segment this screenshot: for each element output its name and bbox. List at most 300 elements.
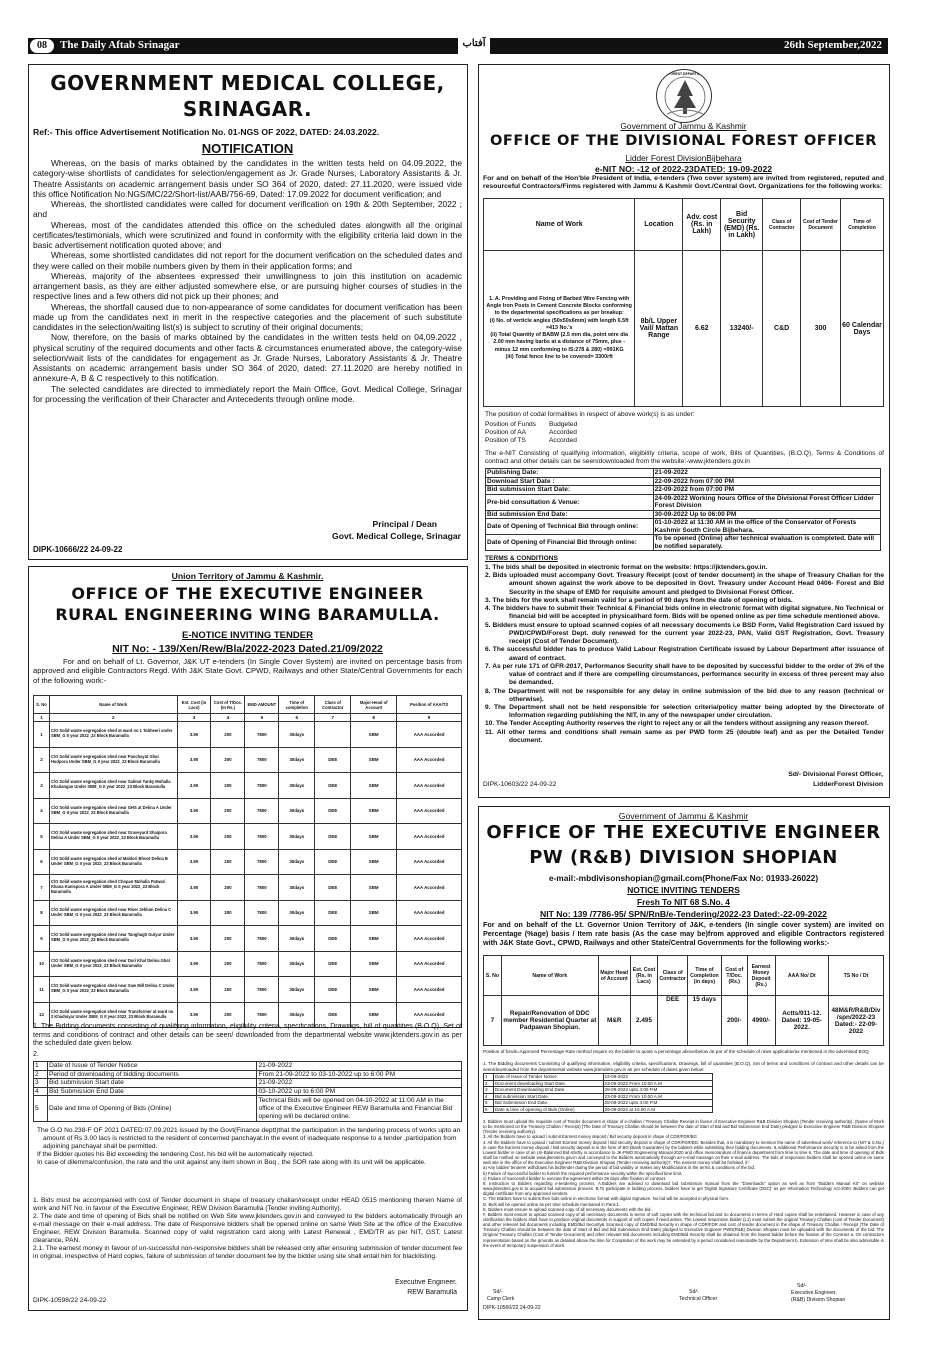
rew-cell-w: C/O Solid waste segregation shed near Tanghagh Gutyar Under SBM_G II year 2022_23 Block Baramulla (49, 926, 177, 952)
table-row (34, 900, 462, 926)
gmc-dipk: DIPK-10666/22 24-09-22 (33, 545, 123, 554)
pwd-row-ts: 48M&R/R&B/Div /spn/2022-23 Dated:- 22-09-2022 (829, 996, 884, 1046)
gmc-signatory-title: Principal / Dean (372, 519, 437, 529)
forest-dipk: DIPK-10603/22 24-09-22 (483, 781, 557, 788)
table-row (484, 1106, 713, 1113)
rew-cell-k: DEE (315, 951, 351, 977)
forest-title: OFFICE OF THE DIVISIONAL FOREST OFFICER (489, 132, 878, 149)
newspaper-logo: آفتاب (458, 38, 490, 54)
pwd-date-value: 23-09-2022 From 10.00 A.M (603, 1093, 712, 1100)
rew-cell-a: AAA Accorded (397, 951, 462, 977)
rew-header-cell: EMD AMOUNT (245, 696, 279, 714)
pwd-header-cell: Cost of T/Doc. (Rs.) (721, 956, 747, 996)
forest-terms-heading: TERMS & CONDITIONS (485, 555, 558, 562)
forest-date-label: Bid submission End Date: (486, 510, 654, 519)
pwd-date-label: Document Downloading End Date. (493, 1087, 603, 1094)
rew-cell-e: 7800 (245, 926, 279, 952)
pwd-email: e-mail:-mbdivisonshopian@gmail.com(Phone/Fax No: 01933-26022) (548, 873, 819, 883)
pwd-date-number: 2 (484, 1080, 494, 1087)
rew-cell-n: 9 (34, 926, 50, 952)
rew-cell-e: 7800 (245, 722, 279, 748)
forest-cost-cell: 6.62 (683, 251, 721, 407)
rew-cell-e: 7800 (245, 977, 279, 1003)
pwd-bidding-note: 1. The Bidding documents Consisting of qualifying information, eligibility criteria, specifications, Drawings, bill of quantities (B.O.Q), Set of terms and conditions of contract and other details can be seen/downloaded from the departmental website www.jktenders.gov.in as per schedule of dates given below: (483, 1061, 884, 1072)
forest-term: 11. All other terms and conditions shall remain same as per PWD form 25 (double leaf) and as per the Detailed Tender document. (485, 728, 884, 744)
forest-emd-cell: 13240/- (721, 251, 763, 407)
pwd-title-line1: OFFICE OF THE EXECUTIVE ENGINEER (486, 822, 881, 843)
rew-bullet: The G.O No.238-F OF 2021 DATED:07.09.2021 issued by the Govt(Finance deptt)that the participation in the tendering process of works upto an amount of Rs 3.00 lacs is restricted to the resident of concerned panchayat.In the event of inadequate response to a tender ,participation from adjoining panchayat shall be permitted. (37, 1127, 461, 1151)
pwd-date-number: 5 (484, 1100, 494, 1107)
rew-condition: 1. Bids must be accompanied with cost of Tender document in shape of treasury challan/receipt under HEAD 0515 mentioning therein Name of work and NIT No. in favour of the Executive Engineer, REW Division Baramulla (Tender inviting Authority). (33, 1197, 462, 1213)
rew-cell-n: 10 (34, 951, 50, 977)
rew-bullet: In case of dilemma/confusion, the rate and the unit against any item shown in Boq , the SOR rate along with its unit will be applicable. (37, 1159, 426, 1167)
forest-header-cell: Cost of Tender Document (801, 199, 841, 251)
table-row (486, 519, 881, 535)
rew-cell-e: 7800 (245, 951, 279, 977)
table-row (486, 469, 881, 478)
pwd-header-cell: Est. Cost (Rs. in Lacs) (630, 956, 658, 996)
rew-cell-a: AAA Accorded (397, 849, 462, 875)
pwd-body: 2. Bidders must upload the requisite cost of Tender document in shape of e-challan / Treasury Challan Receipt in favour of Executive Engineer R&B Division Shopian (Tender receiving authority). (Name of Work to be mentioned on the Treasury Challan / Receipt) (The Date of Treasury Challan should be between the date of Start of Bid and Bid Submission End Date) pledged to Executive Engineer R&B Division Shopian (Tender receiving authority). 3. All the Bidders have to upload / submit Earnest money deposit / Bid security deposit in shape of CDR/FDR/BG 4. All the Bidders have to upload / submit Earnest money deposit / Bid security deposit in shape of CDR/FDR/BG. Besides that, it is mandatory to mention the name of advertised work/ reference to (NIT & S.No.) in case the Earnest money deposit / Bid security deposit is in the form of BG (Bank Guarantee) by the bidders while submitting their bidding documents. 5.Additional Performance Security is to be asked from the Lowest bidder in case of an Un-Balanced Bid strictly in accordance to JK-PWD Engineering Manual-2020 and office memorandum of finance department from time to time 6. The date and time of opening of Bids shall be notified on website www.jktenders.gov.in and conveyed to the Bidders automatically through an e-mail message on their e-mail address. The bids of responsive bidders shall be opened online on same web site in the office of the Executive Engineer R&B Division Shopian (Tender receiving authority)7. The earnest money shall be forfeited, if:- a) Any bidder/ tenderer withdraws his bid/tender during the period of bid validity or makes any Modifications in the terms & conditions of the bid. b) Failure of Successful bidder to furnish the required performance security within the specified time limit. c) Failure of Successful bidder to execute the agreement within 28 days after fixation of contract. 8. Instruction to bidders regarding e-tendering process. A.Bidders are advised to download bid submission manual from the "Downloads" option as well as from "Bidders Manual Kit" on website www.jktenders.gov.in to acquaint bid submission process. B.To participate in bidding process, bidders have to get 'Digital Signature Certificate (DSC)' as per Information Technology Act-2000. Bidders can get digital certificate from any approved venders. C. The Bidders have to submit their bids online in electronic format with digital Signature. No bid will be accepted in physical form. D. Bids will be opened online as per time schedule mentioned in Para-1. E. Bidders must ensure to upload scanned copy of all necessary documents with the bid.. F. Bidders must ensure to upload scanned copy of all necessary documents in terms of soft copies with the technical bid and no documents in terms of Hard copies shall be entertained. However in case of any clarification the bidders shall have to produce original documents in support of soft copies if need arises. The Lowest responsive bidder (L1) must submit the original Treasury Challan (cost of Tender Document) and other relevant bid documents including EMD/Bid Security& Scanned copy of EMD/Bid Security in shape of CDR/FDR and cost of tender document in the shape of Treasury Challan / Receipt (The Date of Treasury Challan should be between the date of Start of Bid and Bid Submission End Date) pledged to Executive Engineer PWD(R&B) Division Shopian must be uploaded with the documents of the bid. The Original Treasury Challan (Cost of Tender Document) and other relevant Bid documents including EMD/Bid Security shall be obtained from the lowest bidder before the fixation of the Contract a. On contractors representation based on the grounds as detailed above the time for Completion of the work may be extended by a period considered reasonable by the Department b. Extension of time shall be also admissible in the event of temporary suspension of work. (483, 1119, 884, 1248)
forest-codal: The position of codal formalities in respect of above work(s) is as under: (485, 411, 695, 418)
gmc-para: Whereas, the shortfall caused due to non-appearance of some candidates for document verification has been made up from the candidates next in merit in the respective categories and the placement of such substitute candidates in the selection/waiting list(s) is subject to scrutiny of their original documents; (33, 301, 462, 332)
table-row (34, 798, 462, 824)
table-row (34, 1070, 462, 1079)
forest-class-cell: C&D (763, 251, 801, 407)
rew-date-number: 2 (34, 1070, 48, 1079)
rew-cell-a: AAA Accorded (397, 773, 462, 799)
pwd-row-cost: 2.495 (630, 996, 658, 1046)
table-row (34, 773, 462, 799)
forest-date-label: Download Start Date : (486, 477, 654, 486)
rew-cell-d: 200 (211, 900, 245, 926)
rew-column-number: 3 (177, 714, 211, 722)
rew-nit-number: NIT No: - 139/Xen/Rew/Bla/2022-2023 Dated.21/09/2022 (112, 643, 383, 655)
rew-column-number: 8 (351, 714, 397, 722)
rew-cell-d: 200 (211, 926, 245, 952)
rew-cell-n: 11 (34, 977, 50, 1003)
rew-cell-c: 3.90 (177, 977, 211, 1003)
rew-condition: 2. The date and time of opening of Bids shall be notified on Web Site www.jktenders.gov.in and conveyed to the bidders automatically through an e-mail message on their e-mail address. The date of Responsive bidders shall be opened online on same Web Site at the office of the Executive Engineer, REW Division Baramulla. Scanned copy of valid registration card along with Latest Renewal , EMD/TR as per NIT, GST, Latest clearance, PAN. (33, 1213, 462, 1245)
rew-cell-t: 30days (279, 977, 315, 1003)
rew-cell-w: C/O Solid waste segregation shed near River Jehlum Delina C Under SBM_G II year 2022_23 Block Baramulla (49, 900, 177, 926)
forest-works-table (483, 198, 884, 407)
pwd-date-number: 1 (484, 1074, 494, 1081)
rew-cell-e: 7800 (245, 875, 279, 901)
pwd-date-label: Date & time of opening of Bids (Online) (493, 1106, 603, 1113)
rew-header-cell: Position of AAA/TS (397, 696, 462, 714)
rew-title-line1: OFFICE OF THE EXECUTIVE ENGINEER (71, 584, 424, 603)
table-row (34, 849, 462, 875)
gmc-para: Whereas, on the basis of marks obtained by the candidates in the written tests held on 04.09.2022, the category-wise shortlists of candidates for selection/engagement as Jr. Grade Nurses, Laboratory Assistants & Jr. Theatre Assistants on academic arrangement basis under SO 364 of 2020, dated: 27.11.2020, were issued vide this office Notification No.NGS/MC/22/Short-list/AAB/756-69, Dated: 17.09.2022 for document verification; and (33, 158, 462, 199)
table-row (34, 1079, 462, 1088)
pwd-date-number: 3 (484, 1087, 494, 1094)
pwd-row-time: 15 days (687, 996, 721, 1046)
table-row (34, 977, 462, 1003)
rew-cell-w: C/O Solid waste segregation shed near Graveyard Shaipora Delina A Under SBM_G II year 2022_23 Block Baramulla (49, 824, 177, 850)
pwd-header-cell: Major Head of Account (598, 956, 630, 996)
forest-header-cell: Location (635, 199, 683, 251)
rew-signatory-office: REW Baramulla (407, 1289, 457, 1296)
pwd-date-label: Date of Issue of Tender Notice (493, 1074, 603, 1081)
forest-term: 3. The bids for the work shall remain valid for a period of 90 days from the date of opening of bids. (485, 596, 793, 604)
rew-cell-a: AAA Accorded (397, 798, 462, 824)
rew-cell-w: C/O Solid waste segregation shed at ward no 1 Tahheeri under SBM_G II year 2022_23 Block Baramulla (49, 722, 177, 748)
rew-signatory-title: Executive Engineer. (395, 1279, 457, 1286)
pwd-sign-mid-mark: Sd/- (689, 1289, 699, 1295)
pwd-intro: For and on behalf of the Lt. Governor Union Territory of J&K, e-tenders (In single cover system) are invited on Percentage (%age) basis / Item rate basis (As the case may be)from approved and eligible Contractors registered with J&K State Govt., CPWD, Railways and other State/Central Governments for the following works:- (483, 921, 884, 947)
pwd-date-value: 28-09-2022 upto 4:00 P.M (603, 1087, 712, 1094)
pwd-title-line2: PW (R&B) DIVISION SHOPIAN (529, 847, 838, 868)
rew-conditions (33, 1197, 462, 1277)
rew-cell-k (315, 722, 351, 748)
gmc-para: Whereas, the shortlisted candidates were called for document verification on 19th & 20th September, 2022 ; and (33, 199, 462, 220)
rew-notice (28, 566, 468, 1311)
rew-header-cell: Est. Cost (in Lacs) (177, 696, 211, 714)
rew-cell-t: 30days (279, 722, 315, 748)
rew-header-cell: Cost of T/Doc. (In Rs.) (211, 696, 245, 714)
gmc-title-line1: GOVERNMENT MEDICAL COLLEGE, (50, 71, 445, 95)
forest-term: 2. Bids uploaded must accompany Govt. Treasury Receipt (cost of tender document) in the shape of Treasury Challan for the amount shown against the work above to be deposited in Govt. Treasury under Account Head 0406- Forest and Bid Security in the shape of EMD for requisite amount and pledged to Divisional Forest Officer. (485, 572, 884, 596)
pwd-sign-right-mark: Sd/- (797, 1283, 807, 1289)
forest-fund-status: Accorded (549, 429, 577, 437)
rew-cell-n: 6 (34, 849, 50, 875)
pwd-date-number: 6 (484, 1106, 494, 1113)
table-row (486, 535, 881, 551)
rew-cell-t: 30days (279, 926, 315, 952)
forest-work-cell: 1. A. Providing and Fixing of Barbed Wire Fencing with Angle Iron Posts in Cement Concrete Blocks conforming to the departmental specifications as per breakup: (i) No. of verticle angles (50x50x6mm) with length 6.5ft =413 No.'s (ii) Total Quantity of BABW (2.5 mm dia, point wire dia 2.00 mm having barbs at a distance of 75mm, plus - minus 12 mm conforming to IS:278 & 280) =991KG (iii) Total fence line to be covered= 3300rft (484, 251, 635, 407)
gmc-notice (28, 64, 468, 560)
pwd-header-cell: AAA No/ Dt (775, 956, 828, 996)
rew-title-line2: RURAL ENGINEERING WING BARAMULLA. (55, 605, 440, 624)
pwd-row-work: Repair/Renovation of DDC member Residential Quarter at Padpawan Shopian. (501, 996, 598, 1046)
rew-column-number: 5 (245, 714, 279, 722)
rew-cell-a: AAA Accorded (397, 747, 462, 773)
rew-cell-t: 30days (279, 824, 315, 850)
rew-cell-c: 3.90 (177, 747, 211, 773)
gmc-para: The selected candidates are directed to immediately report the Main Office, Govt. Medical College, Srinagar for processing the verification of their Character and Antecedents through online mode. (33, 383, 462, 404)
rew-cell-n: 7 (34, 875, 50, 901)
gmc-title-line2: SRINAGAR. (182, 97, 313, 121)
forest-date-label: Pre-bid consultation & Venue: (486, 494, 654, 510)
table-row (486, 477, 881, 486)
rew-cell-k: DEE (315, 875, 351, 901)
rew-cell-a: AAA Accorded (397, 1002, 462, 1028)
tree-icon (657, 70, 712, 123)
rew-cell-t: 30days (279, 951, 315, 977)
rew-cell-h: SBM (351, 773, 397, 799)
forest-signatory-office: LidderForest Division (813, 781, 883, 788)
forest-signatory-title: Sd/- Divisional Forest Officer, (788, 771, 883, 778)
table-row (486, 486, 881, 495)
rew-cell-d: 200 (211, 722, 245, 748)
pwd-row-sno: 7 (484, 996, 502, 1046)
rew-cell-k: DEE (315, 747, 351, 773)
pwd-fresh: Fresh To NIT 68 S.No. 4 (637, 897, 730, 907)
pwd-date-label: Bid submission Start Date. (493, 1093, 603, 1100)
rew-cell-k: DEE (315, 1002, 351, 1028)
pwd-date-value: 28-09-2022 upto 4:00 P.M (603, 1100, 712, 1107)
forest-notice (478, 64, 890, 798)
table-row (34, 722, 462, 748)
rew-column-number: 1 (34, 714, 50, 722)
rew-cell-k: DEE (315, 977, 351, 1003)
table-row (486, 494, 881, 510)
rew-cell-n: 4 (34, 798, 50, 824)
rew-cell-n: 5 (34, 824, 50, 850)
rew-cell-t: 30days (279, 747, 315, 773)
rew-bullet: If the Bidder quotes his Bid exceeding the tendering Cost, his bid will be automatically rejected. (37, 1151, 314, 1159)
table-row (34, 1087, 462, 1096)
pwd-row-emd: 4990/- (747, 996, 775, 1046)
rew-cell-k: DEE (315, 849, 351, 875)
forest-dates-table (485, 468, 881, 551)
pwd-row-aaa: Actts/911-12. Dated: 19-05-2022. (775, 996, 828, 1046)
pwd-date-label: Document downloading Start Date. (493, 1080, 603, 1087)
rew-cell-w: C/O Solid waste segregation shed at Maldori Bhoot Delina B Under SBM_G II year 2022_23 Block Baramulla (49, 849, 177, 875)
pwd-header-cell: S. No (484, 956, 502, 996)
rew-dates-table (33, 1061, 462, 1122)
pwd-row-head: M&R (598, 996, 630, 1046)
pwd-notice (478, 806, 890, 1320)
rew-cell-d: 200 (211, 875, 245, 901)
rew-column-number: 4 (211, 714, 245, 722)
rew-date-number: 3 (34, 1079, 48, 1088)
forest-date-label: Bid submission Start Date: (486, 486, 654, 495)
gmc-notification-heading: NOTIFICATION (201, 141, 294, 156)
rew-cell-e: 7800 (245, 824, 279, 850)
rew-date-value: 21-09-2022 (257, 1079, 462, 1088)
rew-cell-d: 200 (211, 798, 245, 824)
forest-fund-status: Accorded (549, 437, 577, 445)
rew-date-label: Bid submission Start date (47, 1079, 257, 1088)
rew-cell-c: 3.90 (177, 900, 211, 926)
issue-date: 26th September,2022 (784, 39, 882, 51)
rew-cell-e: 7800 (245, 773, 279, 799)
forest-date-value: 22-09-2022 from 07:00 PM (653, 477, 880, 486)
table-row (34, 951, 462, 977)
forest-header-cell: Time of Completion (841, 199, 884, 251)
pwd-dipk: DIPK-10560/22 24-09-22 (483, 1305, 541, 1311)
rew-header-cell: Major Head of Account (351, 696, 397, 714)
table-row (34, 747, 462, 773)
forest-date-label: Date of Opening of Technical Bid through online: (486, 519, 654, 535)
rew-cell-c: 3.90 (177, 849, 211, 875)
rew-cell-n: 3 (34, 773, 50, 799)
rew-cell-a: AAA Accorded (397, 900, 462, 926)
pwd-header-cell: Name of Work (501, 956, 598, 996)
gmc-para: Whereas, some shortlisted candidates did not report for the document verification on the scheduled dates and they were called on their mobile numbers given by them in their application forms; and (33, 250, 462, 271)
rew-intro: For and on behalf of Lt. Governor, J&K UT e-tenders (In Single Cover System) are invited on percentage basis from approved and eligible Contractors Regd. With J&K State Govt. CPWD, Railways and other State/Central Governments for each of the following work:- (33, 657, 462, 685)
forest-date-value: 24-09-2022 Working hours Office of the Divisional Forest Officer Lidder Forest Division (653, 494, 880, 510)
newspaper-name: The Daily Aftab Srinagar (60, 39, 180, 51)
rew-column-number: 7 (315, 714, 351, 722)
rew-cell-d: 200 (211, 824, 245, 850)
rew-cell-h: SBM (351, 926, 397, 952)
rew-cell-e: 7800 (245, 1002, 279, 1028)
pwd-nit-number: NIT No: 139 /7786-95/ SPN/RnB/e-Tendering/2022-23 Dated:-22-09-2022 (540, 909, 827, 919)
table-row (34, 875, 462, 901)
forest-fund-row (485, 429, 685, 437)
rew-cell-d: 200 (211, 977, 245, 1003)
forest-time-cell: 60 Calendar Days (841, 251, 884, 407)
rew-date-label: Date and time of Opening of Bids (Online) (47, 1096, 257, 1122)
rew-cell-t: 30days (279, 1002, 315, 1028)
rew-cell-c: 3.90 (177, 1002, 211, 1028)
rew-cell-h: SBM (351, 849, 397, 875)
forest-term: 10. The Tender Accepting Authority reserves the right to reject any or all the tenders without assigning any reason thereof. (485, 720, 869, 728)
pwd-sign-left: Camp Clerk (487, 1296, 515, 1302)
forest-term: 9. The Department shall not be held responsible for selection criteria/policy matter being adopted by the Directorate of Information regarding publishing the NIT, in any of the newspaper under circulation. (485, 703, 884, 720)
pwd-sign-right-title: Executive Engineer, (791, 1290, 837, 1296)
gmc-para: Whereas, most of the candidates attended this office on the scheduled dates alongwith all the original certificates/testimonials, which were scrutinized and found in conformity with the eligibility criteria laid down in the basic advertisement notification quoted above; and (33, 219, 462, 250)
rew-cell-d: 200 (211, 747, 245, 773)
pwd-funds-note: Position of funds=Approved Percentage Rate method require ex the bidder to quote a percentage above/below /at par of the schedule of rates applicable/as mentioned in the advertised BOQ (483, 1049, 869, 1054)
rew-date-number: 4 (34, 1087, 48, 1096)
rew-cell-h: SBM (351, 977, 397, 1003)
pwd-header-cell: Class of Contractor (658, 956, 688, 996)
table-row (34, 824, 462, 850)
rew-cell-a: AAA Accorded (397, 824, 462, 850)
pwd-nit-heading: NOTICE INVITING TENDERS (627, 885, 740, 895)
forest-date-value: 30-09-2022 Up to 06:00 PM (653, 510, 880, 519)
rew-cell-k: DEE (315, 900, 351, 926)
rew-cell-w: C/O Solid waste segregation shed near Dori Khal Delina Ghat Under SBM_G II year 2022_23 Block Baramulla (49, 951, 177, 977)
rew-cell-w: C/O Solid waste segregation shed near Salmut Tanky Mohalla Khaitangan Under SBM_G II year 2022_23 Block Baramulla (49, 773, 177, 799)
rew-cell-t: 30days (279, 773, 315, 799)
rew-cell-w: C/O Solid waste segregation shed near Saw Mill Delina C Under SBM_G II year 2022_23 Block Baramulla (49, 977, 177, 1003)
rew-cell-w: C/O Solid waste segregation shed near GHS at Delina A Under SBM_G II year 2022_23 Block Baramulla (49, 798, 177, 824)
rew-column-number: 2 (49, 714, 177, 722)
rew-cell-d: 200 (211, 849, 245, 875)
rew-cell-k: DEE (315, 824, 351, 850)
gmc-para: Now, therefore, on the basis of marks obtained by the candidates in the written tests held on 04,09.2022 , physical scrutiny of the required documents and other facts & circumstances enumerated above, the category-wise selection/wait lists of the candidates for engagement as Jr. Grade Nurses, Laboratory Assistants & Jr. Theatre Assistants on academic arrangement basis under SO 364 of 2020, dated: 27.11.2020 are hereby notified in annexure-A, B & C respectively to this notification. (33, 332, 462, 384)
rew-condition: 2.1. The earnest money in favour of un-successful non-responsive bidders shall be released only after ensuring submission of tender document fee in original, irrespective of Hard copies, failure of submission of tender document fee by the bidder using site shall entail him for blacklisting. (33, 1245, 462, 1261)
forest-date-value: 21-09-2022 (653, 469, 880, 478)
gmc-para: Whereas, majority of the absentees expressed their unwillingness to join this institution on academic arrangement basis, as they are either adjusted somewhere else, or are pursuing higher courses of studies in the respective lines and a few others did not pick up their phones; and (33, 270, 462, 302)
rew-cell-n: 2 (34, 747, 50, 773)
rew-date-label: Bid Submission End Date (47, 1087, 257, 1096)
rew-date-value: Technical Bids will be opened on 04-10-2022 at 11:00 AM in the office of the Executive Engineer REW Baramulla and Financial Bid opening will be declared online. (257, 1096, 462, 1122)
rew-column-number: 9 (397, 714, 462, 722)
rew-cell-c: 3.90 (177, 722, 211, 748)
gmc-body (33, 158, 462, 518)
rew-column-number: 6 (279, 714, 315, 722)
pwd-header-cell: TS No / Dt (829, 956, 884, 996)
rew-date-value: 21-09-2022 (257, 1062, 462, 1071)
rew-dipk: DIPK-10598/22 24-09-22 (33, 1297, 107, 1304)
forest-term: 4. The bidders have to submit their Technical & Financial bids online in electronic format with digital signature. No Technical or financial bid will be accepted in physical/hard form. Bids will be opened online as per time schedule mentioned above. (485, 605, 884, 621)
forest-term: 5. Bidders must ensure to upload scanned copies of all necessary documents i.e BSD Form, Valid Registration Card issued by PWD/CPWD/Forest Dept. duly renewed for the current year 2022-23, PAN, Valid GST Registration, Govt. Treasury receipt (Cost of Tender Document). (485, 621, 884, 646)
table-row (34, 1096, 462, 1122)
forest-fund-label: Position of AA (485, 429, 527, 437)
pwd-date-value: 29-09-2022 at 10.00 A.M (603, 1106, 712, 1113)
rew-header-cell: S. No (34, 696, 50, 714)
rew-date-number: 1 (34, 1062, 48, 1071)
rew-header-cell: Name of Work (49, 696, 177, 714)
rew-date-label: Date of Issue of Tender Notice (47, 1062, 257, 1071)
forest-division: Lidder Forest DivisionBijbehara (625, 153, 742, 163)
forest-terms (485, 564, 884, 769)
rew-date-value: 03-10-2022 up to 6:00 PM (257, 1087, 462, 1096)
forest-date-value: 22-09-2022 from 07:00 PM (653, 486, 880, 495)
pwd-date-number: 4 (484, 1093, 494, 1100)
masthead (28, 38, 888, 54)
forest-emblem-text: J&K FOREST DEPARTMENT (660, 72, 707, 76)
rew-date-label: Period of downloading of bidding documents (47, 1070, 257, 1079)
pwd-sign-right-office: (R&B) Division Shopian (791, 1297, 846, 1303)
forest-fund-label: Position of TS (485, 437, 526, 445)
forest-date-value: To be opened (Online) after technical evaluation is completed. Date will be notified separately. (653, 535, 880, 551)
forest-location-cell: 8b/L Upper Vail/ Mattan Range (635, 251, 683, 407)
rew-enit: E-NOTICE INVITING TENDER (182, 630, 313, 641)
pwd-sign-left-mark: Sd/- (493, 1289, 503, 1295)
rew-cell-w: C/O Solid waste segregation shed Chopan Mohalla Patwari Khana Kanispora A Under SBM_G II year 2022_23 Block Baramulla (49, 875, 177, 901)
forest-date-label: Publishing Date: (486, 469, 654, 478)
pwd-gov: Government of Jammu & Kashmir (618, 811, 749, 821)
rew-cell-a: AAA Accorded (397, 926, 462, 952)
rew-cell-h: SBM (351, 747, 397, 773)
rew-ut: Union Territory of Jammu & Kashmir. (171, 571, 324, 581)
rew-cell-c: 3.90 (177, 926, 211, 952)
forest-term: 8. The Department will not be responsible for any delay in online submission of the bid due to any reason (technical or otherwise). (485, 687, 884, 703)
forest-fund-status: Budgeted (549, 421, 578, 428)
forest-doc-cell: 300 (801, 251, 841, 407)
forest-term: 1. The bids shall be deposited in electronic format on the website: https://jktenders.gov.in. (485, 564, 768, 571)
rew-cell-t: 30days (279, 798, 315, 824)
pwd-date-value: 22-09-2022 (603, 1074, 712, 1081)
forest-header-cell: Class of Contractor (763, 199, 801, 251)
rew-header-cell: Time of completion (279, 696, 315, 714)
forest-header-cell: Adv. cost (Rs. in Lakh) (683, 199, 721, 251)
rew-cell-h: SBM (351, 875, 397, 901)
table-row (486, 510, 881, 519)
rew-note-2-label: 2. (33, 1051, 39, 1058)
table-row (34, 1062, 462, 1071)
rew-cell-n: 12 (34, 1002, 50, 1028)
rew-cell-e: 7800 (245, 747, 279, 773)
rew-cell-e: 7800 (245, 798, 279, 824)
rew-cell-w: C/O Solid waste segregation shed near Panchayat Ghar Hudpora Under SBM_G II year 2022_23 Block Baramulla (49, 747, 177, 773)
rew-cell-a: AAA Accorded (397, 722, 462, 748)
pwd-sign-mid: Technical Officer (679, 1296, 718, 1302)
rew-note-1: 1. The Bidding documents consisting of qualifying information, eligibility criteria, specifications, Drawings, bill of quantities (B.O.Q), Set of terms and conditions of contract and other details can be seen/ downloaded from the departmental website www.jktenders.gov.in as per the scheduled date given below. (33, 1023, 462, 1048)
rew-date-number: 5 (34, 1096, 48, 1122)
pwd-dates-table (483, 1073, 713, 1113)
rew-cell-t: 30days (279, 900, 315, 926)
rew-header-cell: Class of Contractor (315, 696, 351, 714)
rew-cell-h: SBM (351, 900, 397, 926)
rew-cell-c: 3.90 (177, 875, 211, 901)
rew-cell-c: 3.90 (177, 773, 211, 799)
pwd-header-cell: Time of Completion (in days) (687, 956, 721, 996)
pwd-row-class: DEE (658, 996, 688, 1046)
table-row (34, 926, 462, 952)
rew-cell-h: SBM (351, 722, 397, 748)
forest-header-cell: Name of Work (484, 199, 635, 251)
rew-cell-c: 3.90 (177, 951, 211, 977)
rew-cell-n: 8 (34, 900, 50, 926)
rew-cell-d: 200 (211, 951, 245, 977)
rew-cell-h: SBM (351, 951, 397, 977)
pwd-date-value: 23-09-2022 From 10.00 A.M (603, 1080, 712, 1087)
forest-intro: For and on behalf of the Hon'ble President of India, e-tenders (Two cover system) are invited from registered, reputed and resourceful Contractors/Firms registered with Jammu & Kashmir Govt./Central Govt. Organizations for the following works: (483, 175, 884, 191)
rew-date-value: From 21-09-2022 to 03-10-2022 up to 6:00 PM (257, 1070, 462, 1079)
forest-fund-row (485, 421, 685, 429)
forest-funds-list (485, 421, 685, 449)
forest-nit: e-NIT NO: -12 of 2022-23DATED: 19-09-2022 (594, 164, 773, 174)
rew-cell-a: AAA Accorded (397, 875, 462, 901)
